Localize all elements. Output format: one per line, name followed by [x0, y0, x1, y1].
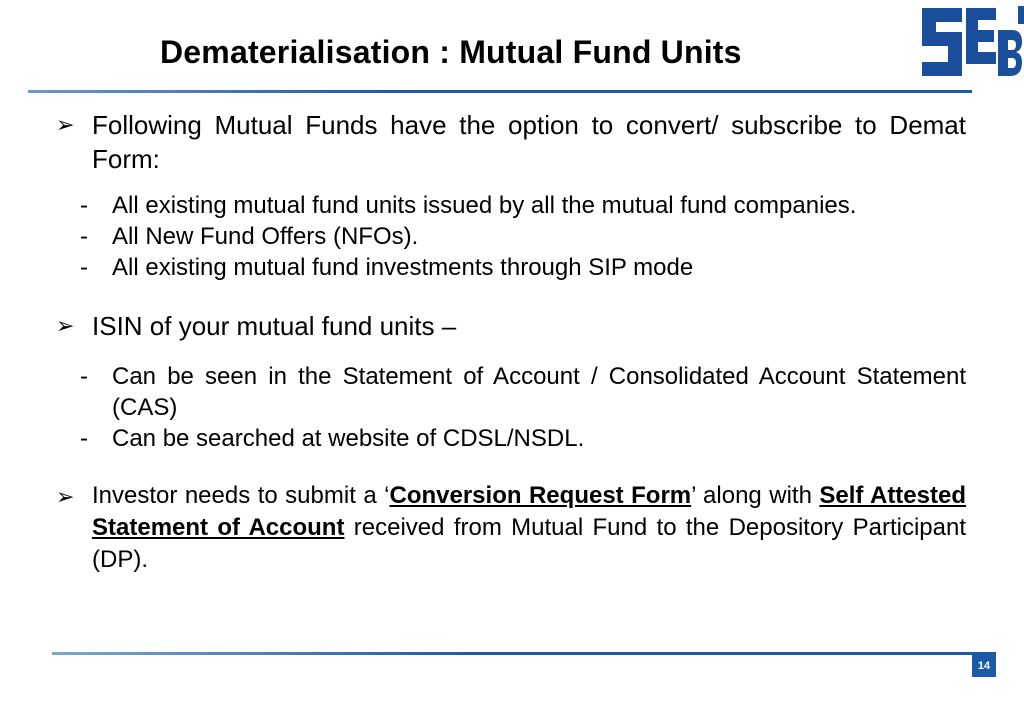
slide-title: Dematerialisation : Mutual Fund Units — [160, 34, 742, 70]
sebi-logo — [918, 2, 1024, 84]
conversion-request-form-text: Conversion Request Form — [389, 482, 692, 509]
section-2-list — [56, 361, 966, 454]
bullet-section-1 — [56, 108, 966, 176]
list-item: - Can be searched at website of CDSL/NSDL. — [80, 425, 585, 452]
bullet-section-3 — [56, 480, 966, 576]
list-item: - Can be seen in the Statement of Account / Consolidated Account Statement (CAS) — [80, 363, 966, 421]
section-1-heading: Following Mutual Funds have the option to convert/ subscribe to Demat Form: — [92, 110, 966, 174]
self-attested-statement-text: Self Attested Statement of Account — [92, 482, 966, 541]
section-2-heading: ISIN of your mutual fund units – — [92, 311, 457, 341]
section-3-text: Investor needs to submit a ‘Conversion Request Form’ along with Self Attested Statement of Account received from Mutual Fund to the Depository Participant (DP). — [92, 482, 967, 573]
arrow-bullet-icon: ➢ — [56, 313, 75, 338]
list-item: - All existing mutual fund units issued by all the mutual fund companies. — [80, 192, 857, 219]
bullet-section-2 — [56, 309, 966, 343]
arrow-bullet-icon: ➢ — [56, 484, 75, 509]
list-item: - All New Fund Offers (NFOs). — [80, 223, 419, 250]
list-item: - All existing mutual fund investments through SIP mode — [80, 254, 694, 281]
title-divider — [28, 90, 972, 93]
slide-body — [56, 108, 966, 576]
section-1-list — [56, 190, 966, 283]
page-number: 14 — [972, 655, 996, 677]
footer-divider — [52, 652, 996, 655]
arrow-bullet-icon: ➢ — [56, 112, 75, 137]
